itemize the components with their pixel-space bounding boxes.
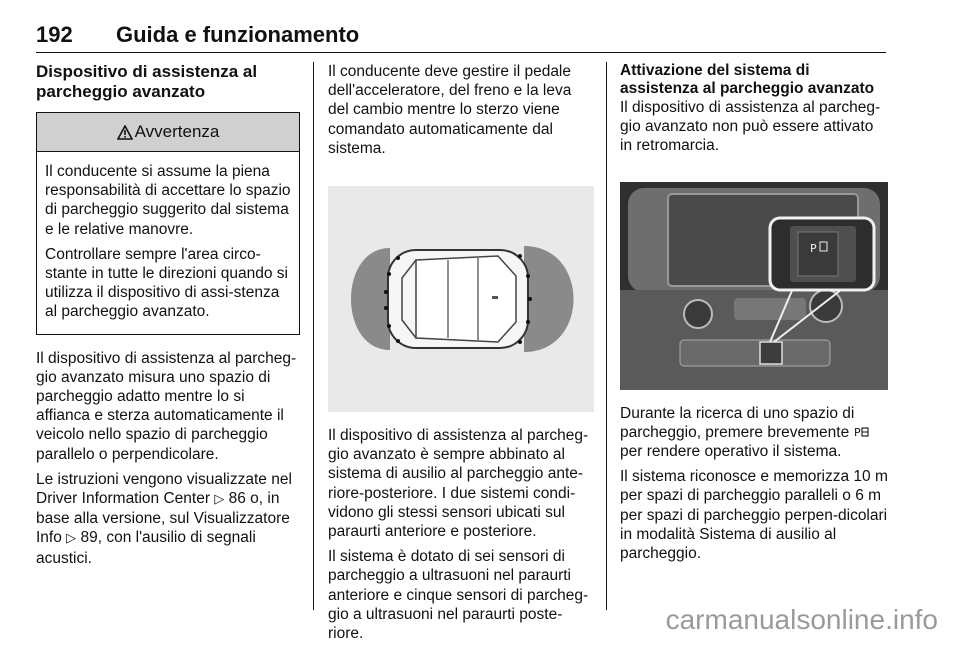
text-run: o, in base alla versione, sul Visualizzatore Info [36, 490, 290, 547]
body-paragraph: Il conducente deve gestire il pedale dell'acceleratore, del freno e la leva del cambio mentre lo sterzo viene comandato automaticamente dal sistema. [328, 63, 572, 157]
svg-text:P: P [853, 425, 861, 438]
body-paragraph [620, 404, 888, 462]
watermark: carmanualsonline.info [665, 604, 938, 635]
body-paragraph: Il dispositivo di assistenza al parcheg-gio avanzato misura uno spazio di parcheggio adatto mentre lo si affianca e sterza automaticamente il veicolo nello spazio di parcheggio parallelo o perpendicolare. [36, 349, 297, 463]
warning-title: Avvertenza [134, 122, 220, 142]
center-console-diagram [620, 182, 888, 390]
warning-paragraph: Controllare sempre l'area circo-stante in tutte le direzioni quando si utilizza il dispositivo di assi-stenza al parcheggio avanzato. [45, 245, 288, 321]
arrow-reference-icon: ▷ [214, 492, 225, 508]
body-paragraph: Il sistema è dotato di sei sensori di parcheggio a ultrasuoni nel paraurti anteriore e cinque sensori di parcheg-gio a ultrasuoni nel paraurti poste-riore. [328, 548, 589, 643]
warning-paragraph: Il conducente si assume la piena responsabilità di accettare lo spazio di parcheggio suggerito dal sistema e le relative manovre. [45, 163, 291, 238]
page-header [36, 22, 886, 53]
car-sensor-diagram [328, 186, 594, 412]
body-paragraph: Il dispositivo di assistenza al parcheg-gio avanzato non può essere attivato in retromarcia. [620, 99, 881, 155]
column-middle [328, 62, 594, 649]
column-right [620, 62, 888, 569]
text-run: per rendere operativo il sistema. [620, 443, 842, 461]
page-reference-link[interactable]: 86 [228, 490, 246, 508]
subsection-title: Attivazione del sistema di assistenza al parcheggio avanzato [620, 62, 875, 97]
warning-box [36, 112, 300, 335]
body-paragraph: Il dispositivo di assistenza al parcheg-gio avanzato è sempre abbinato al sistema di ausilio al parcheggio ante-riore-posteriore. I due sistemi condi-vidono gli stessi sensori ubicati sul paraurti anteriore e posteriore. [328, 427, 589, 541]
chapter-title: Guida e funzionamento [116, 22, 360, 47]
text-run: Le istruzioni vengono visualizzate nel Driver Information Center [36, 470, 292, 508]
page-number: 192 [36, 22, 73, 47]
parking-sensor-illustration [328, 186, 594, 412]
body-paragraph: Il sistema riconosce e memorizza 10 m per spazi di parcheggio paralleli o 6 m per spazi di parcheggio perpen-dicolari in modalità Sistema di ausilio al parcheggio. [620, 468, 888, 563]
arrow-reference-icon: ▷ [66, 531, 77, 547]
column-left [36, 62, 300, 574]
text-run: Durante la ricerca di uno spazio di parcheggio, premere brevemente [620, 404, 855, 441]
page-reference-link[interactable]: 89 [80, 529, 98, 547]
warning-body [37, 152, 299, 334]
dashboard-illustration [620, 182, 888, 390]
body-paragraph [36, 470, 300, 568]
svg-text:P: P [810, 241, 817, 255]
text-run: , con l'ausilio di segnali acustici. [36, 529, 256, 567]
column-divider [313, 62, 314, 610]
park-assist-icon [854, 425, 870, 438]
column-divider [606, 62, 607, 610]
warning-triangle-icon [117, 125, 133, 140]
warning-header [37, 113, 299, 152]
section-title: Dispositivo di assistenza al parcheggio avanzato [36, 62, 258, 101]
